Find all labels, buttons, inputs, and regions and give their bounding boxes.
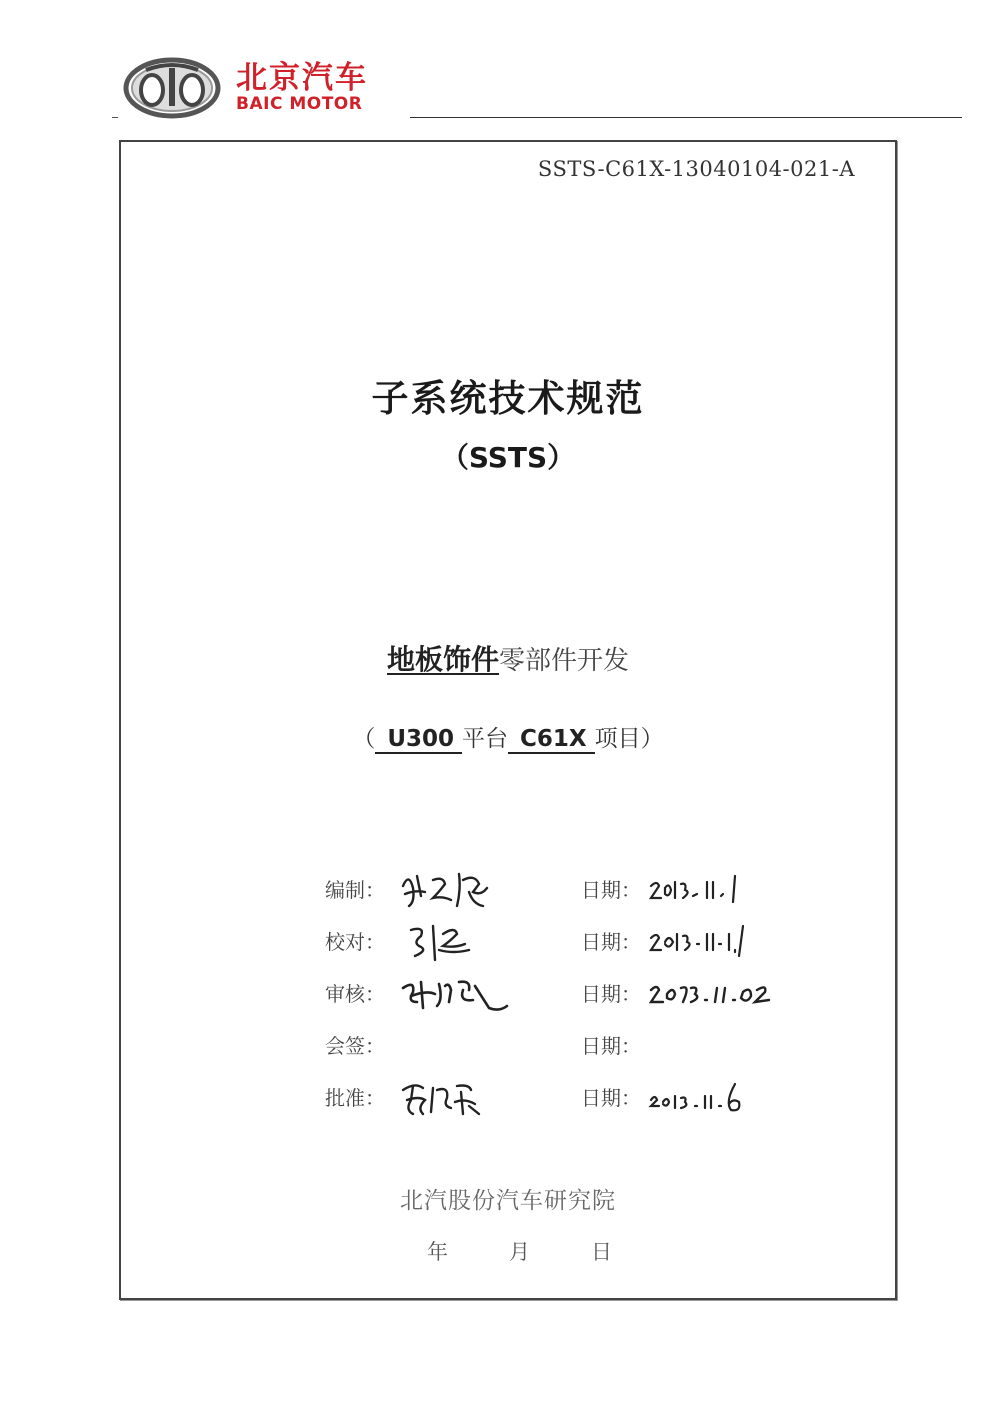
handwritten-signature xyxy=(399,920,489,964)
handwritten-signature xyxy=(399,868,499,910)
header-rule-left xyxy=(112,117,118,118)
signature-row-approve xyxy=(325,1076,845,1116)
project-label: 项目） xyxy=(594,726,664,752)
platform-label: 平台 xyxy=(462,726,509,752)
handwritten-date xyxy=(647,868,767,908)
footer-day: 日 xyxy=(591,1240,612,1264)
signature-label: 会签： xyxy=(325,1034,385,1058)
date-label: 日期： xyxy=(581,1034,641,1058)
document-title: 子系统技术规范 xyxy=(371,377,645,420)
date-label: 日期： xyxy=(581,982,641,1006)
handwritten-signature xyxy=(399,972,519,1016)
institute-name: 北汽股份汽车研究院 xyxy=(400,1188,616,1214)
signature-label: 批准： xyxy=(325,1086,385,1110)
part-line xyxy=(121,638,895,678)
handwritten-date xyxy=(647,1076,787,1120)
signature-label: 编制： xyxy=(325,878,385,902)
part-suffix: 零部件开发 xyxy=(499,646,630,676)
signature-row-countersign xyxy=(325,1024,845,1064)
date-label: 日期： xyxy=(581,1086,641,1110)
footer-year: 年 xyxy=(427,1240,448,1264)
document-code: SSTS-C61X-13040104-021-A xyxy=(537,157,855,181)
signature-row-check xyxy=(325,920,845,960)
logo-chinese-name: 北京汽车 xyxy=(236,60,368,96)
handwritten-date xyxy=(647,972,797,1012)
project-line xyxy=(121,720,895,754)
project-open-paren: （ xyxy=(352,726,376,752)
signature-label: 审核： xyxy=(325,982,385,1006)
signature-row-compile xyxy=(325,868,845,908)
handwritten-date xyxy=(647,920,777,960)
logo-english-name: BAIC MOTOR xyxy=(236,94,363,114)
project-code: C61X xyxy=(508,726,595,754)
handwritten-signature xyxy=(399,1076,499,1120)
header-rule xyxy=(410,117,962,118)
platform-code: U300 xyxy=(375,726,462,754)
baic-emblem-icon xyxy=(122,56,222,120)
part-name: 地板饰件 xyxy=(386,643,499,676)
document-subtitle: （SSTS） xyxy=(440,441,576,474)
baic-logo xyxy=(122,56,422,120)
footer-month: 月 xyxy=(509,1240,530,1264)
signature-row-review xyxy=(325,972,845,1012)
date-label: 日期： xyxy=(581,878,641,902)
date-label: 日期： xyxy=(581,930,641,954)
signature-label: 校对： xyxy=(325,930,385,954)
document-page xyxy=(119,140,897,1300)
